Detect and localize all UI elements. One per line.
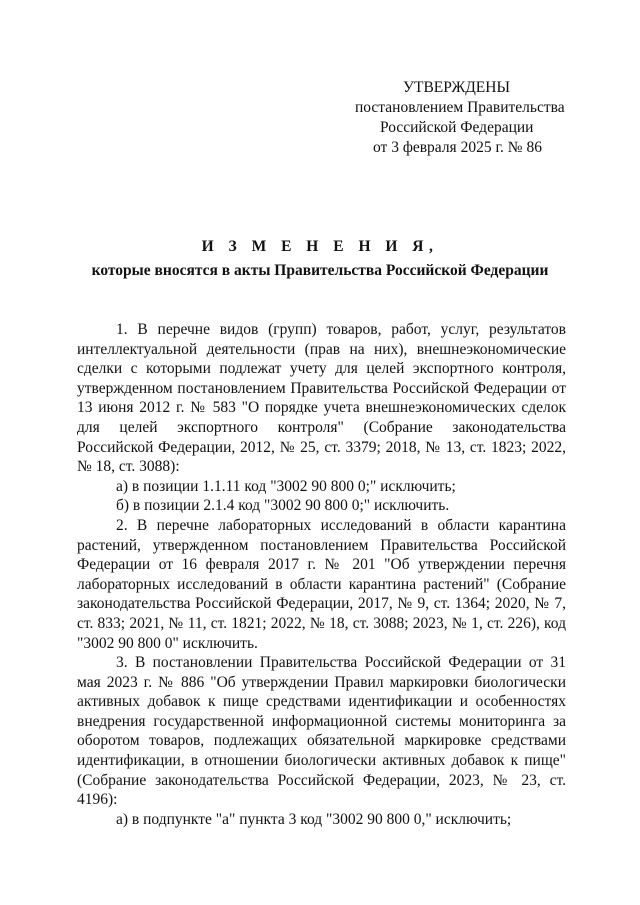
paragraph-3a: а) в подпункте "а" пункта 3 код "3002 90 800 0," исключить; <box>116 810 512 828</box>
approval-date: от 3 февраля 2025 г. № 86 <box>373 139 542 156</box>
paragraph-1: 1. В перечне видов (групп) товаров, работ, услуг, результатов интеллектуальной деятельности (прав на них), внешнеэкономические сделки с которыми подлежат учету для целей экспортного контроля, утвержденном постановлением Правительства Российской Федерации от 13 июня 2012 г. № 583 "О порядке учета внешнеэкономических сделок для целей экспортного контроля" (Собрание законодательства Российской Федерации, 2012, № 25, ст. 3379; 2018, № 13, ст. 1823; 2022, № 18, ст. 3088): <box>77 321 566 476</box>
paragraph-2: 2. В перечне лабораторных исследований в области карантина растений, утвержденном постановлением Правительства Российской Федерации от 16 февраля 2017 г. № 201 "Об утверждении перечня лабораторных исследований в области карантина растений" (Собрание законодательства Российской Федерации, 2017, № 9, ст. 1364; 2020, № 7, ст. 833; 2021, № 11, ст. 1821; 2022, № 18, ст. 3088; 2023, № 1, ст. 226), код "3002 90 800 0" исключить. <box>77 516 566 652</box>
document-title: И З М Е Н Е Н И Я, <box>201 238 439 255</box>
paragraph-1a: а) в позиции 1.1.11 код "3002 90 800 0;" исключить; <box>116 477 456 495</box>
approval-heading: УТВЕРЖДЕНЫ <box>403 79 510 96</box>
document-subtitle: которые вносятся в акты Правительства Российской Федерации <box>91 262 549 279</box>
approval-line: Российской Федерации <box>380 119 534 136</box>
document-body <box>77 320 566 829</box>
paragraph-1b: б) в позиции 2.1.4 код "3002 90 800 0;" исключить. <box>116 497 450 515</box>
approval-block <box>300 78 600 158</box>
paragraph-3: 3. В постановлении Правительства Российской Федерации от 31 мая 2023 г. № 886 "Об утверждении Правил маркировки биологически активных добавок к пище средствами идентификации и особенностях внедрения государственной информационной системы мониторинга за оборотом товаров, подлежащих обязательной маркировке средствами идентификации, в отношении биологически активных добавок к пище" (Собрание законодательства Российской Федерации, 2023, № 23, ст. 4196): <box>77 654 566 809</box>
approval-line: постановлением Правительства <box>355 99 565 116</box>
